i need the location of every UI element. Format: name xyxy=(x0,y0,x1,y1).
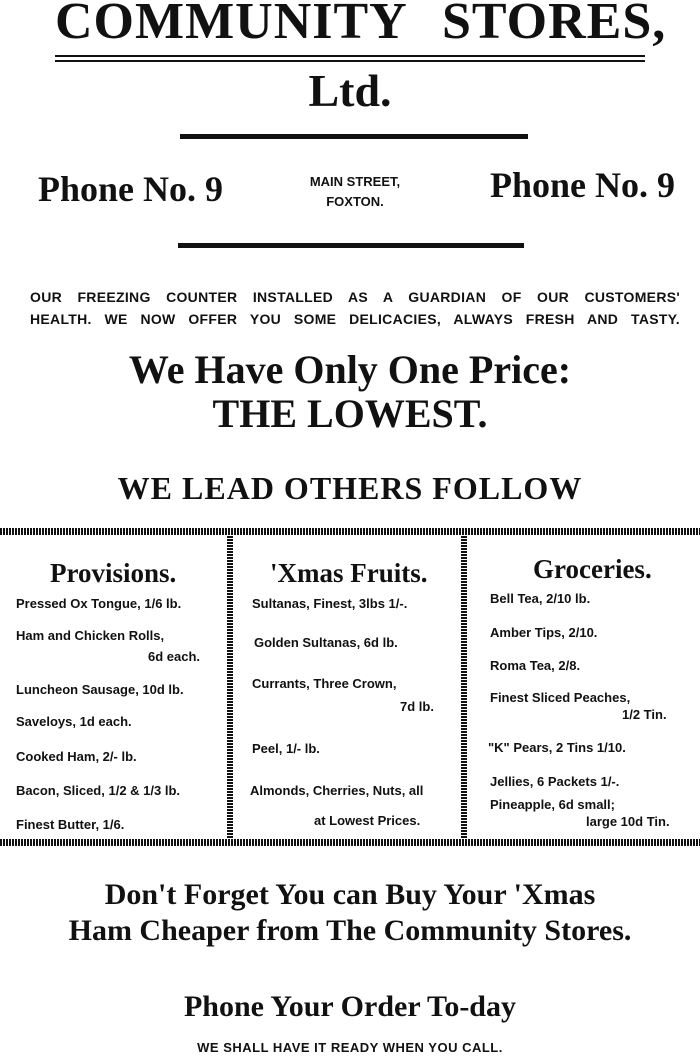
ready-notice: WE SHALL HAVE IT READY WHEN YOU CALL. xyxy=(197,1040,503,1055)
phone-left: Phone No. 9 xyxy=(38,169,224,209)
list-item: Luncheon Sausage, 10d lb. xyxy=(16,682,184,697)
list-item: Roma Tea, 2/8. xyxy=(490,658,581,673)
list-item: Golden Sultanas, 6d lb. xyxy=(254,635,398,650)
title-word-community: COMMUNITY xyxy=(55,0,408,50)
ltd-heading: Ltd. xyxy=(308,65,392,116)
list-item: Finest Sliced Peaches, xyxy=(490,690,631,705)
ham-offer-line: Don't Forget You can Buy Your 'Xmas xyxy=(104,878,596,911)
address-street: MAIN STREET, xyxy=(309,174,401,189)
list-item: 1/2 Tin. xyxy=(622,707,667,722)
price-subheading: THE LOWEST. xyxy=(212,391,488,436)
address-town: FOXTON. xyxy=(326,194,384,209)
divider-rule xyxy=(180,134,528,139)
notice-line: HEALTH. WE NOW OFFER YOU SOME DELICACIES, ALWAYS FRESH AND TASTY. xyxy=(30,311,680,327)
list-item: 6d each. xyxy=(148,649,201,664)
list-item: Pressed Ox Tongue, 1/6 lb. xyxy=(16,596,182,611)
groceries-heading: Groceries. xyxy=(533,554,652,584)
price-heading: We Have Only One Price: xyxy=(128,347,572,392)
column-divider xyxy=(227,536,233,838)
freezing-counter-notice xyxy=(30,286,680,330)
slogan: WE LEAD OTHERS FOLLOW xyxy=(117,470,583,506)
list-item: Bacon, Sliced, 1/2 & 1/3 lb. xyxy=(16,783,181,798)
list-item: Pineapple, 6d small; xyxy=(490,797,615,812)
list-item: large 10d Tin. xyxy=(586,814,670,829)
xmas-fruits-heading: 'Xmas Fruits. xyxy=(270,558,428,588)
notice-line: OUR FREEZING COUNTER INSTALLED AS A GUARDIAN OF OUR CUSTOMERS' xyxy=(30,289,680,305)
list-item: Amber Tips, 2/10. xyxy=(490,625,598,640)
list-item: Saveloys, 1d each. xyxy=(16,714,132,729)
title-rule-top xyxy=(55,55,645,57)
address-block xyxy=(280,172,430,212)
list-item: Peel, 1/- lb. xyxy=(252,741,320,756)
divider-rule xyxy=(178,243,524,248)
list-item: Currants, Three Crown, xyxy=(252,676,397,691)
list-item: Bell Tea, 2/10 lb. xyxy=(490,591,591,606)
ham-offer-line: Ham Cheaper from The Community Stores. xyxy=(68,914,632,947)
list-item: Finest Butter, 1/6. xyxy=(16,817,125,832)
list-item: Sultanas, Finest, 3lbs 1/-. xyxy=(252,596,408,611)
order-call-to-action: Phone Your Order To-day xyxy=(183,990,516,1023)
list-item: Jellies, 6 Packets 1/-. xyxy=(490,774,620,789)
title-word-stores: STORES, xyxy=(442,0,667,50)
provisions-heading: Provisions. xyxy=(50,558,177,588)
list-item: "K" Pears, 2 Tins 1/10. xyxy=(488,740,626,755)
list-item: Cooked Ham, 2/- lb. xyxy=(16,749,137,764)
list-item: 7d lb. xyxy=(400,699,434,714)
columns-border-bottom xyxy=(0,839,700,846)
list-item: Ham and Chicken Rolls, xyxy=(16,628,165,643)
title-rule-bottom xyxy=(55,60,645,62)
columns-border-top xyxy=(0,528,700,535)
list-item: Almonds, Cherries, Nuts, all xyxy=(250,783,424,798)
phone-right: Phone No. 9 xyxy=(490,165,676,205)
column-divider xyxy=(461,536,467,838)
list-item: at Lowest Prices. xyxy=(314,813,421,828)
